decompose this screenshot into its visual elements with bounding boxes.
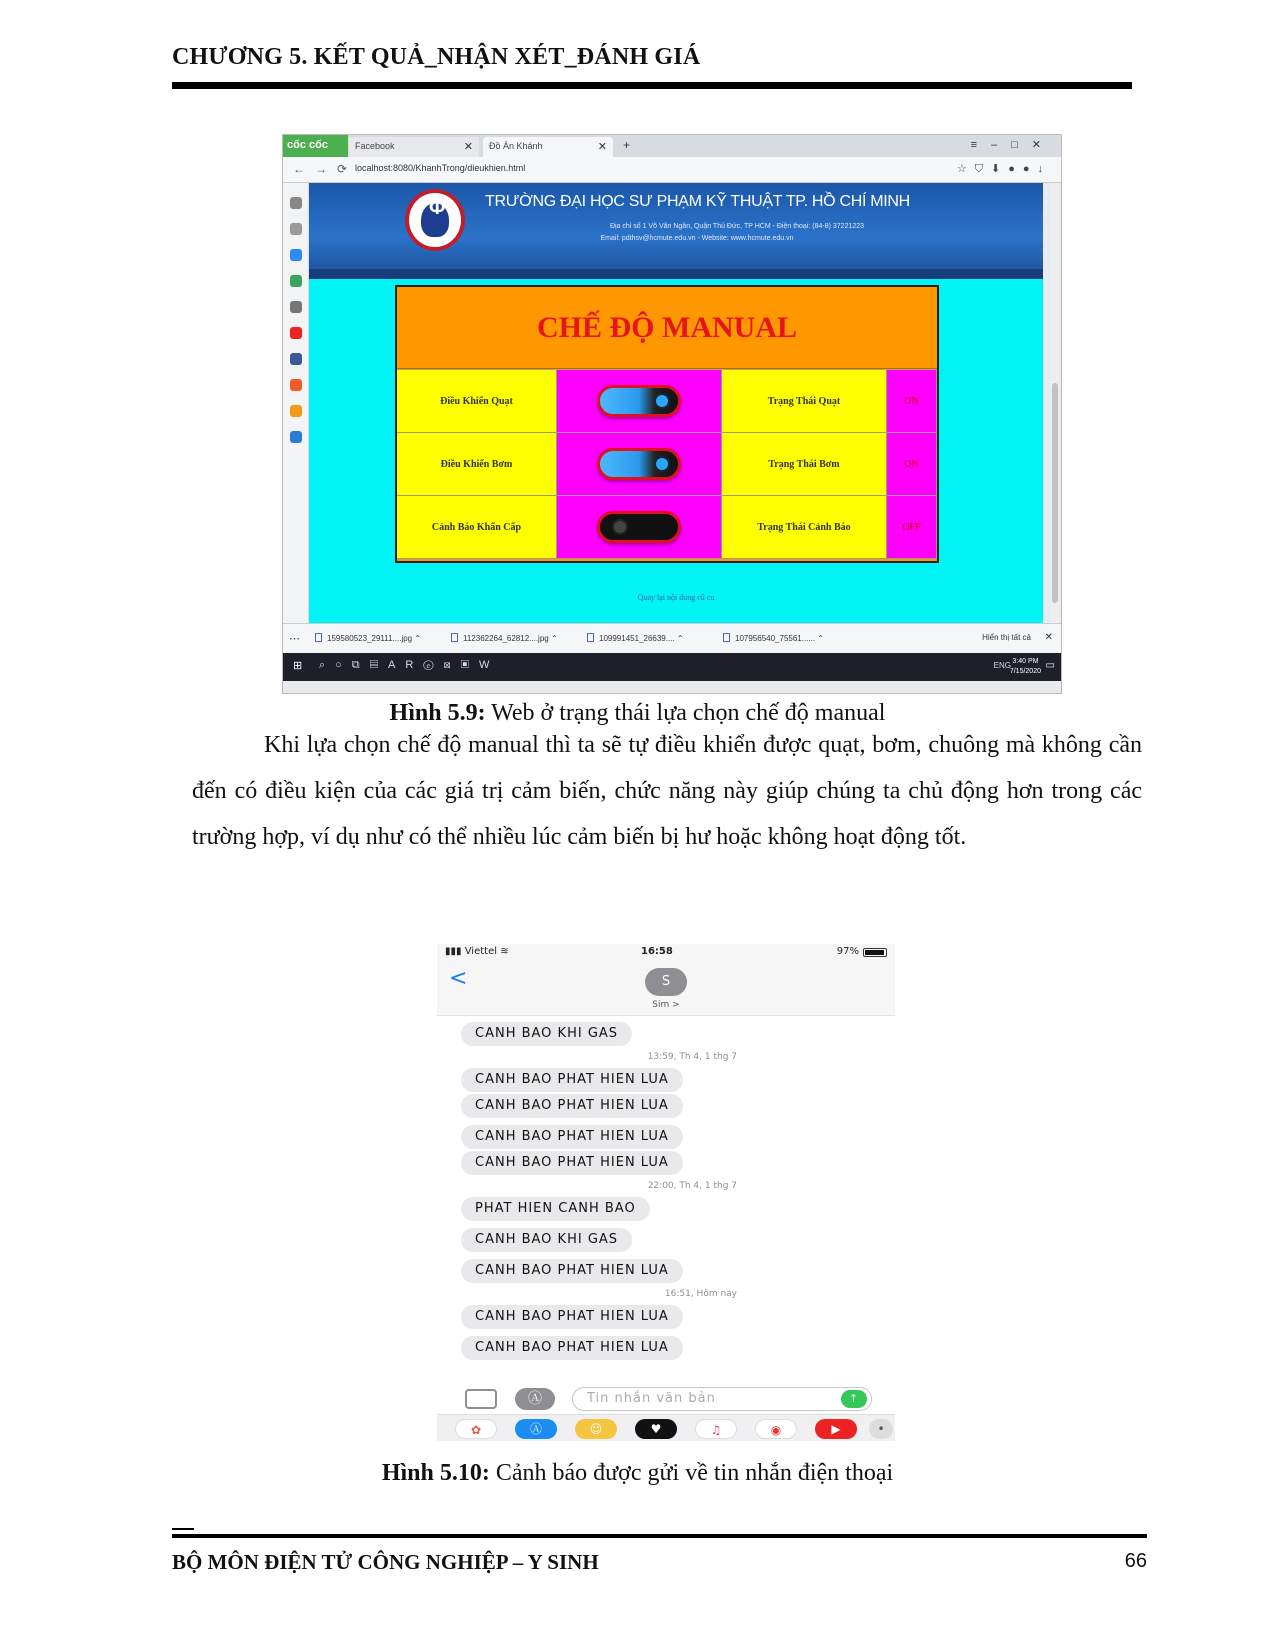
tab-do-an[interactable] [483, 137, 613, 157]
download-bar [283, 623, 1061, 653]
send-icon[interactable]: ↑ [841, 1390, 867, 1408]
photos-icon[interactable]: ✿ [455, 1419, 497, 1439]
nav-buttons[interactable]: ←→⟳ [293, 162, 358, 176]
message-bubble[interactable]: CANH BAO PHAT HIEN LUA [461, 1305, 683, 1329]
download-item[interactable]: 107956540_75561...... ⌃ [723, 633, 853, 643]
tab-facebook[interactable] [349, 137, 479, 157]
history-icon[interactable] [290, 223, 302, 235]
control-label: Điều Khiển Bơm [397, 433, 557, 496]
control-row-pump [397, 433, 937, 496]
contact-avatar[interactable]: S [645, 968, 687, 996]
status-time: 16:58 [641, 946, 673, 957]
message-timestamp: 16:51, Hôm nay [664, 1289, 737, 1299]
message-bubble[interactable]: CANH BAO PHAT HIEN LUA [461, 1094, 683, 1118]
control-label: Điều Khiển Quạt [397, 370, 557, 433]
web-page [309, 183, 1043, 623]
page-header [172, 44, 1132, 71]
back-link[interactable]: Quay lại nội dung cũ cu [637, 593, 715, 602]
download-item[interactable]: 112362264_62812....jpg ⌃ [451, 633, 581, 643]
fan-state-value: ON [887, 370, 937, 433]
alarm-toggle-switch[interactable] [597, 511, 681, 543]
university-logo: Φ [405, 189, 465, 251]
music-icon[interactable]: ♫ [695, 1419, 737, 1439]
browser-screenshot [282, 134, 1062, 694]
alarm-state-value: OFF [887, 496, 937, 559]
footer-rule [172, 1534, 1147, 1538]
figure-5-10-caption: Hình 5.10: Cảnh báo được gửi về tin nhắn điện thoại [381, 1460, 894, 1486]
university-banner [309, 183, 1043, 279]
state-label: Trạng Thái Bơm [722, 433, 887, 496]
contact-name[interactable]: Sim > [652, 1000, 680, 1010]
window-controls[interactable]: ≡–□✕ [970, 139, 1055, 151]
message-bubble[interactable]: CANH BAO PHAT HIEN LUA [461, 1068, 683, 1092]
taskbar-clock: 3:40 PM 7/15/2020 [1009, 658, 1041, 675]
control-row-alarm [397, 496, 937, 559]
page-number: 66 [1124, 1550, 1147, 1572]
youtube-icon[interactable]: ▶ [815, 1419, 857, 1439]
message-bubble[interactable]: CANH BAO PHAT HIEN LUA [461, 1336, 683, 1360]
youtube-icon[interactable] [290, 327, 302, 339]
battery-icon [863, 948, 887, 957]
header-rule [172, 82, 1132, 89]
carrier-label: ▮▮▮ Viettel ≋ [445, 946, 509, 957]
windows-taskbar [283, 653, 1061, 681]
figure-5-9-caption: Hình 5.9: Web ở trạng thái lựa chọn chế độ manual [389, 700, 886, 726]
app-store-icon[interactable]: Ⓐ [515, 1419, 557, 1439]
manual-mode-panel [395, 285, 939, 563]
close-icon[interactable]: ✕ [1044, 632, 1053, 643]
address-bar [283, 157, 1061, 183]
imessage-app-dock [437, 1414, 895, 1441]
phone-screenshot [437, 944, 895, 1441]
message-bubble[interactable]: CANH BAO PHAT HIEN LUA [461, 1259, 683, 1283]
department-name: BỘ MÔN ĐIỆN TỬ CÔNG NGHIỆP – Y SINH [172, 1550, 599, 1574]
message-timestamp: 13:59, Th 4, 1 thg 7 [647, 1052, 737, 1062]
message-input[interactable]: Tin nhắn văn bản ↑ [572, 1387, 872, 1411]
messenger-icon[interactable] [290, 249, 302, 261]
tab-label: Facebook [355, 141, 395, 151]
phone-status-bar [437, 944, 895, 960]
conversation-header [437, 960, 895, 1016]
state-label: Trạng Thái Quạt [722, 370, 887, 433]
download-item[interactable]: 109991451_26639.... ⌃ [587, 633, 717, 643]
settings-icon[interactable] [290, 197, 302, 209]
close-icon[interactable]: ✕ [597, 141, 607, 153]
message-bubble[interactable]: CANH BAO PHAT HIEN LUA [461, 1151, 683, 1175]
pump-state-value: ON [887, 433, 937, 496]
system-tray[interactable]: ENG [993, 661, 1011, 670]
fan-toggle-switch[interactable] [597, 385, 681, 417]
panel-title: CHẾ ĐỘ MANUAL [397, 287, 937, 369]
notification-icon[interactable]: ▭ [1045, 660, 1055, 671]
control-label: Cảnh Báo Khẩn Cấp [397, 496, 557, 559]
new-tab-icon[interactable]: + [623, 138, 631, 152]
calendar-icon[interactable] [290, 431, 302, 443]
university-address: Địa chỉ số 1 Võ Văn Ngân, Quận Thủ Đức, TP HCM - Điện thoại: (84-8) 37221223 [609, 223, 865, 230]
show-all-downloads[interactable]: Hiển thị tất cả [982, 633, 1031, 642]
more-icon[interactable]: • [869, 1419, 893, 1439]
university-contact: Email: pdthsv@hcmute.edu.vn - Website: www.hcmute.edu.vn [600, 235, 794, 242]
shop-icon[interactable] [290, 405, 302, 417]
message-bubble[interactable]: CANH BAO KHI GAS [461, 1228, 632, 1252]
taskbar-apps[interactable]: ⌕○⧉▤ARⓔ⊠▣W [319, 659, 500, 671]
pump-toggle-switch[interactable] [597, 448, 681, 480]
browser-tabbar [283, 135, 1061, 157]
coccoc-logo[interactable]: cốc cốc [283, 135, 348, 157]
message-bubble[interactable]: CANH BAO KHI GAS [461, 1022, 632, 1046]
tab-label: Đồ Án Khánh [489, 141, 543, 151]
battery-percent: 97% [836, 946, 859, 957]
add-icon[interactable] [290, 301, 302, 313]
game-icon[interactable] [290, 275, 302, 287]
windows-start-icon[interactable]: ⊞ [293, 660, 303, 672]
url-field[interactable]: localhost:8080/KhanhTrong/dieukhien.html [355, 163, 526, 173]
app-store-icon[interactable]: Ⓐ [515, 1388, 555, 1410]
browser-sidebar [283, 183, 309, 623]
more-icon[interactable]: ⋯ [289, 633, 300, 645]
message-input-bar [437, 1384, 895, 1414]
close-icon[interactable]: ✕ [463, 141, 473, 153]
toolbar-icons[interactable]: ☆⛉⬇●●↓ [956, 163, 1051, 175]
control-row-fan [397, 370, 937, 433]
message-timestamp: 22:00, Th 4, 1 thg 7 [647, 1181, 737, 1191]
back-chevron-icon[interactable]: < [449, 966, 468, 991]
body-paragraph: Khi lựa chọn chế độ manual thì ta sẽ tự điều khiển được quạt, bơm, chuông mà không cần đến có điều kiện của các giá trị cảm biến, chức năng này giúp chúng ta chủ động hơn trong các trường hợp, ví dụ như có thể nhiều lúc cảm biến bị hư hoặc không hoạt động tốt. [192, 732, 1142, 850]
scrollbar[interactable] [1051, 183, 1059, 623]
download-item[interactable]: 159580523_29111....jpg ⌃ [315, 633, 445, 643]
university-name: TRƯỜNG ĐẠI HỌC SƯ PHẠM KỸ THUẬT TP. HỒ CHÍ MINH [485, 193, 910, 210]
digital-touch-icon[interactable]: ♥ [635, 1419, 677, 1439]
camera-icon[interactable] [465, 1389, 497, 1409]
message-bubble[interactable]: PHAT HIEN CANH BAO [461, 1197, 650, 1221]
chapter-title: CHƯƠNG 5. KẾT QUẢ_NHẬN XÉT_ĐÁNH GIÁ [172, 44, 701, 70]
notes-icon[interactable] [290, 379, 302, 391]
message-bubble[interactable]: CANH BAO PHAT HIEN LUA [461, 1125, 683, 1149]
state-label: Trạng Thái Cảnh Báo [722, 496, 887, 559]
memoji-icon[interactable]: ☺ [575, 1419, 617, 1439]
maps-icon[interactable]: ◉ [755, 1419, 797, 1439]
facebook-icon[interactable] [290, 353, 302, 365]
